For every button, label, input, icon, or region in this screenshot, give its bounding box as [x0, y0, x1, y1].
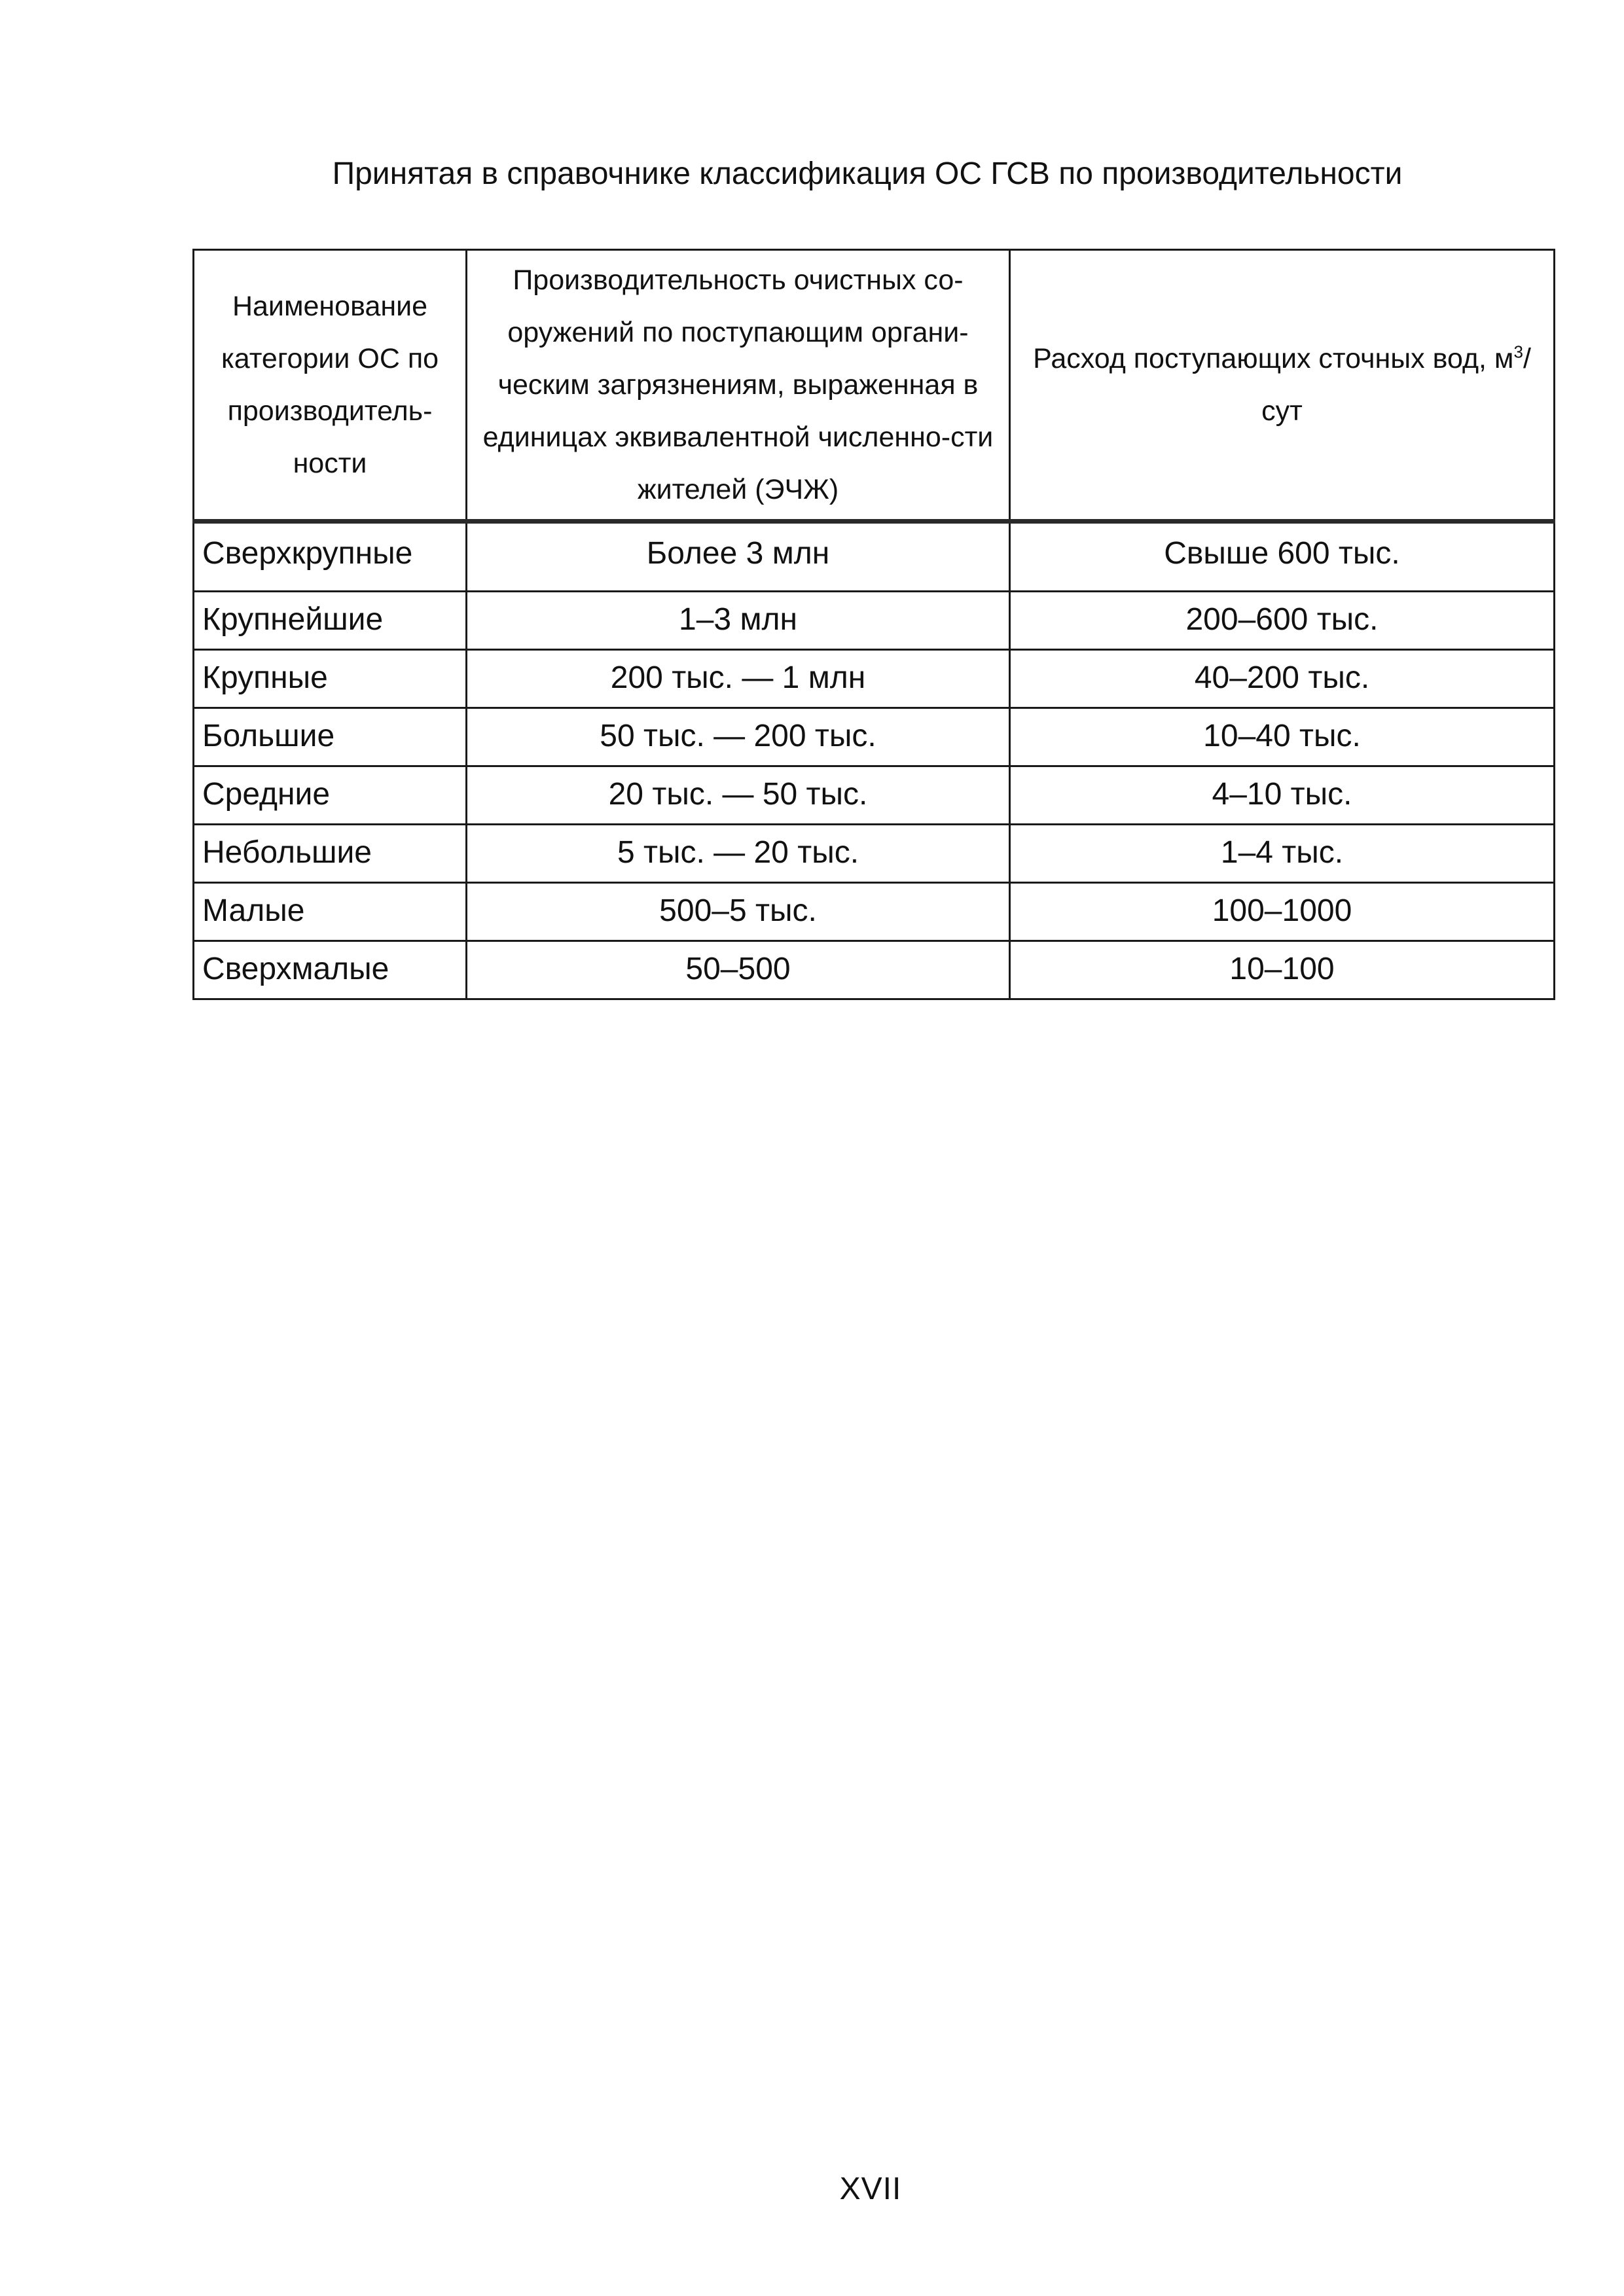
category-cell: Средние [194, 766, 467, 825]
category-cell: Сверхкрупные [194, 522, 467, 592]
category-cell: Сверхмалые [194, 941, 467, 999]
population-equivalent-cell: 50–500 [467, 941, 1010, 999]
flow-rate-cell: 10–40 тыс. [1010, 708, 1555, 766]
flow-rate-cell: Свыше 600 тыс. [1010, 522, 1555, 592]
header-flow-rate-label [1011, 332, 1553, 437]
table-row [194, 592, 1555, 650]
population-equivalent-cell: 200 тыс. — 1 млн [467, 650, 1010, 708]
table-row [194, 941, 1555, 999]
header-category-label: Наименование категории ОС по производитель-ности [221, 291, 439, 479]
flow-rate-cell: 200–600 тыс. [1010, 592, 1555, 650]
table-row [194, 825, 1555, 883]
category-cell: Крупные [194, 650, 467, 708]
population-equivalent-cell: 20 тыс. — 50 тыс. [467, 766, 1010, 825]
table-row [194, 883, 1555, 941]
population-equivalent-cell: 500–5 тыс. [467, 883, 1010, 941]
table-row [194, 522, 1555, 592]
population-equivalent-cell: 5 тыс. — 20 тыс. [467, 825, 1010, 883]
population-equivalent-cell: Более 3 млн [467, 522, 1010, 592]
header-population-equivalent [467, 250, 1010, 522]
table-row [194, 650, 1555, 708]
flow-rate-cell: 40–200 тыс. [1010, 650, 1555, 708]
header-flow-rate-tail: /сут [1261, 343, 1531, 427]
category-cell: Малые [194, 883, 467, 941]
population-equivalent-cell: 1–3 млн [467, 592, 1010, 650]
population-equivalent-cell: 50 тыс. — 200 тыс. [467, 708, 1010, 766]
table-row [194, 766, 1555, 825]
page-number: XVII [839, 2172, 902, 2206]
classification-table [192, 249, 1555, 1000]
table-row [194, 708, 1555, 766]
header-population-equivalent-label: Производительность очистных со-оружений по поступающим органи-ческим загрязнениям, выраженная в единицах эквивалентной численно-сти жителей (ЭЧЖ) [482, 264, 994, 505]
page-title: Принятая в справочнике классификация ОС ГСВ по производительности [332, 156, 1403, 191]
header-flow-rate-sup: 3 [1513, 342, 1523, 362]
category-cell: Крупнейшие [194, 592, 467, 650]
table-header-row [194, 250, 1555, 522]
flow-rate-cell: 1–4 тыс. [1010, 825, 1555, 883]
category-cell: Большие [194, 708, 467, 766]
header-flow-rate [1010, 250, 1555, 522]
category-cell: Небольшие [194, 825, 467, 883]
header-category [194, 250, 467, 522]
flow-rate-cell: 100–1000 [1010, 883, 1555, 941]
header-flow-rate-main: Расход поступающих сточных вод, м [1033, 343, 1514, 374]
flow-rate-cell: 10–100 [1010, 941, 1555, 999]
flow-rate-cell: 4–10 тыс. [1010, 766, 1555, 825]
